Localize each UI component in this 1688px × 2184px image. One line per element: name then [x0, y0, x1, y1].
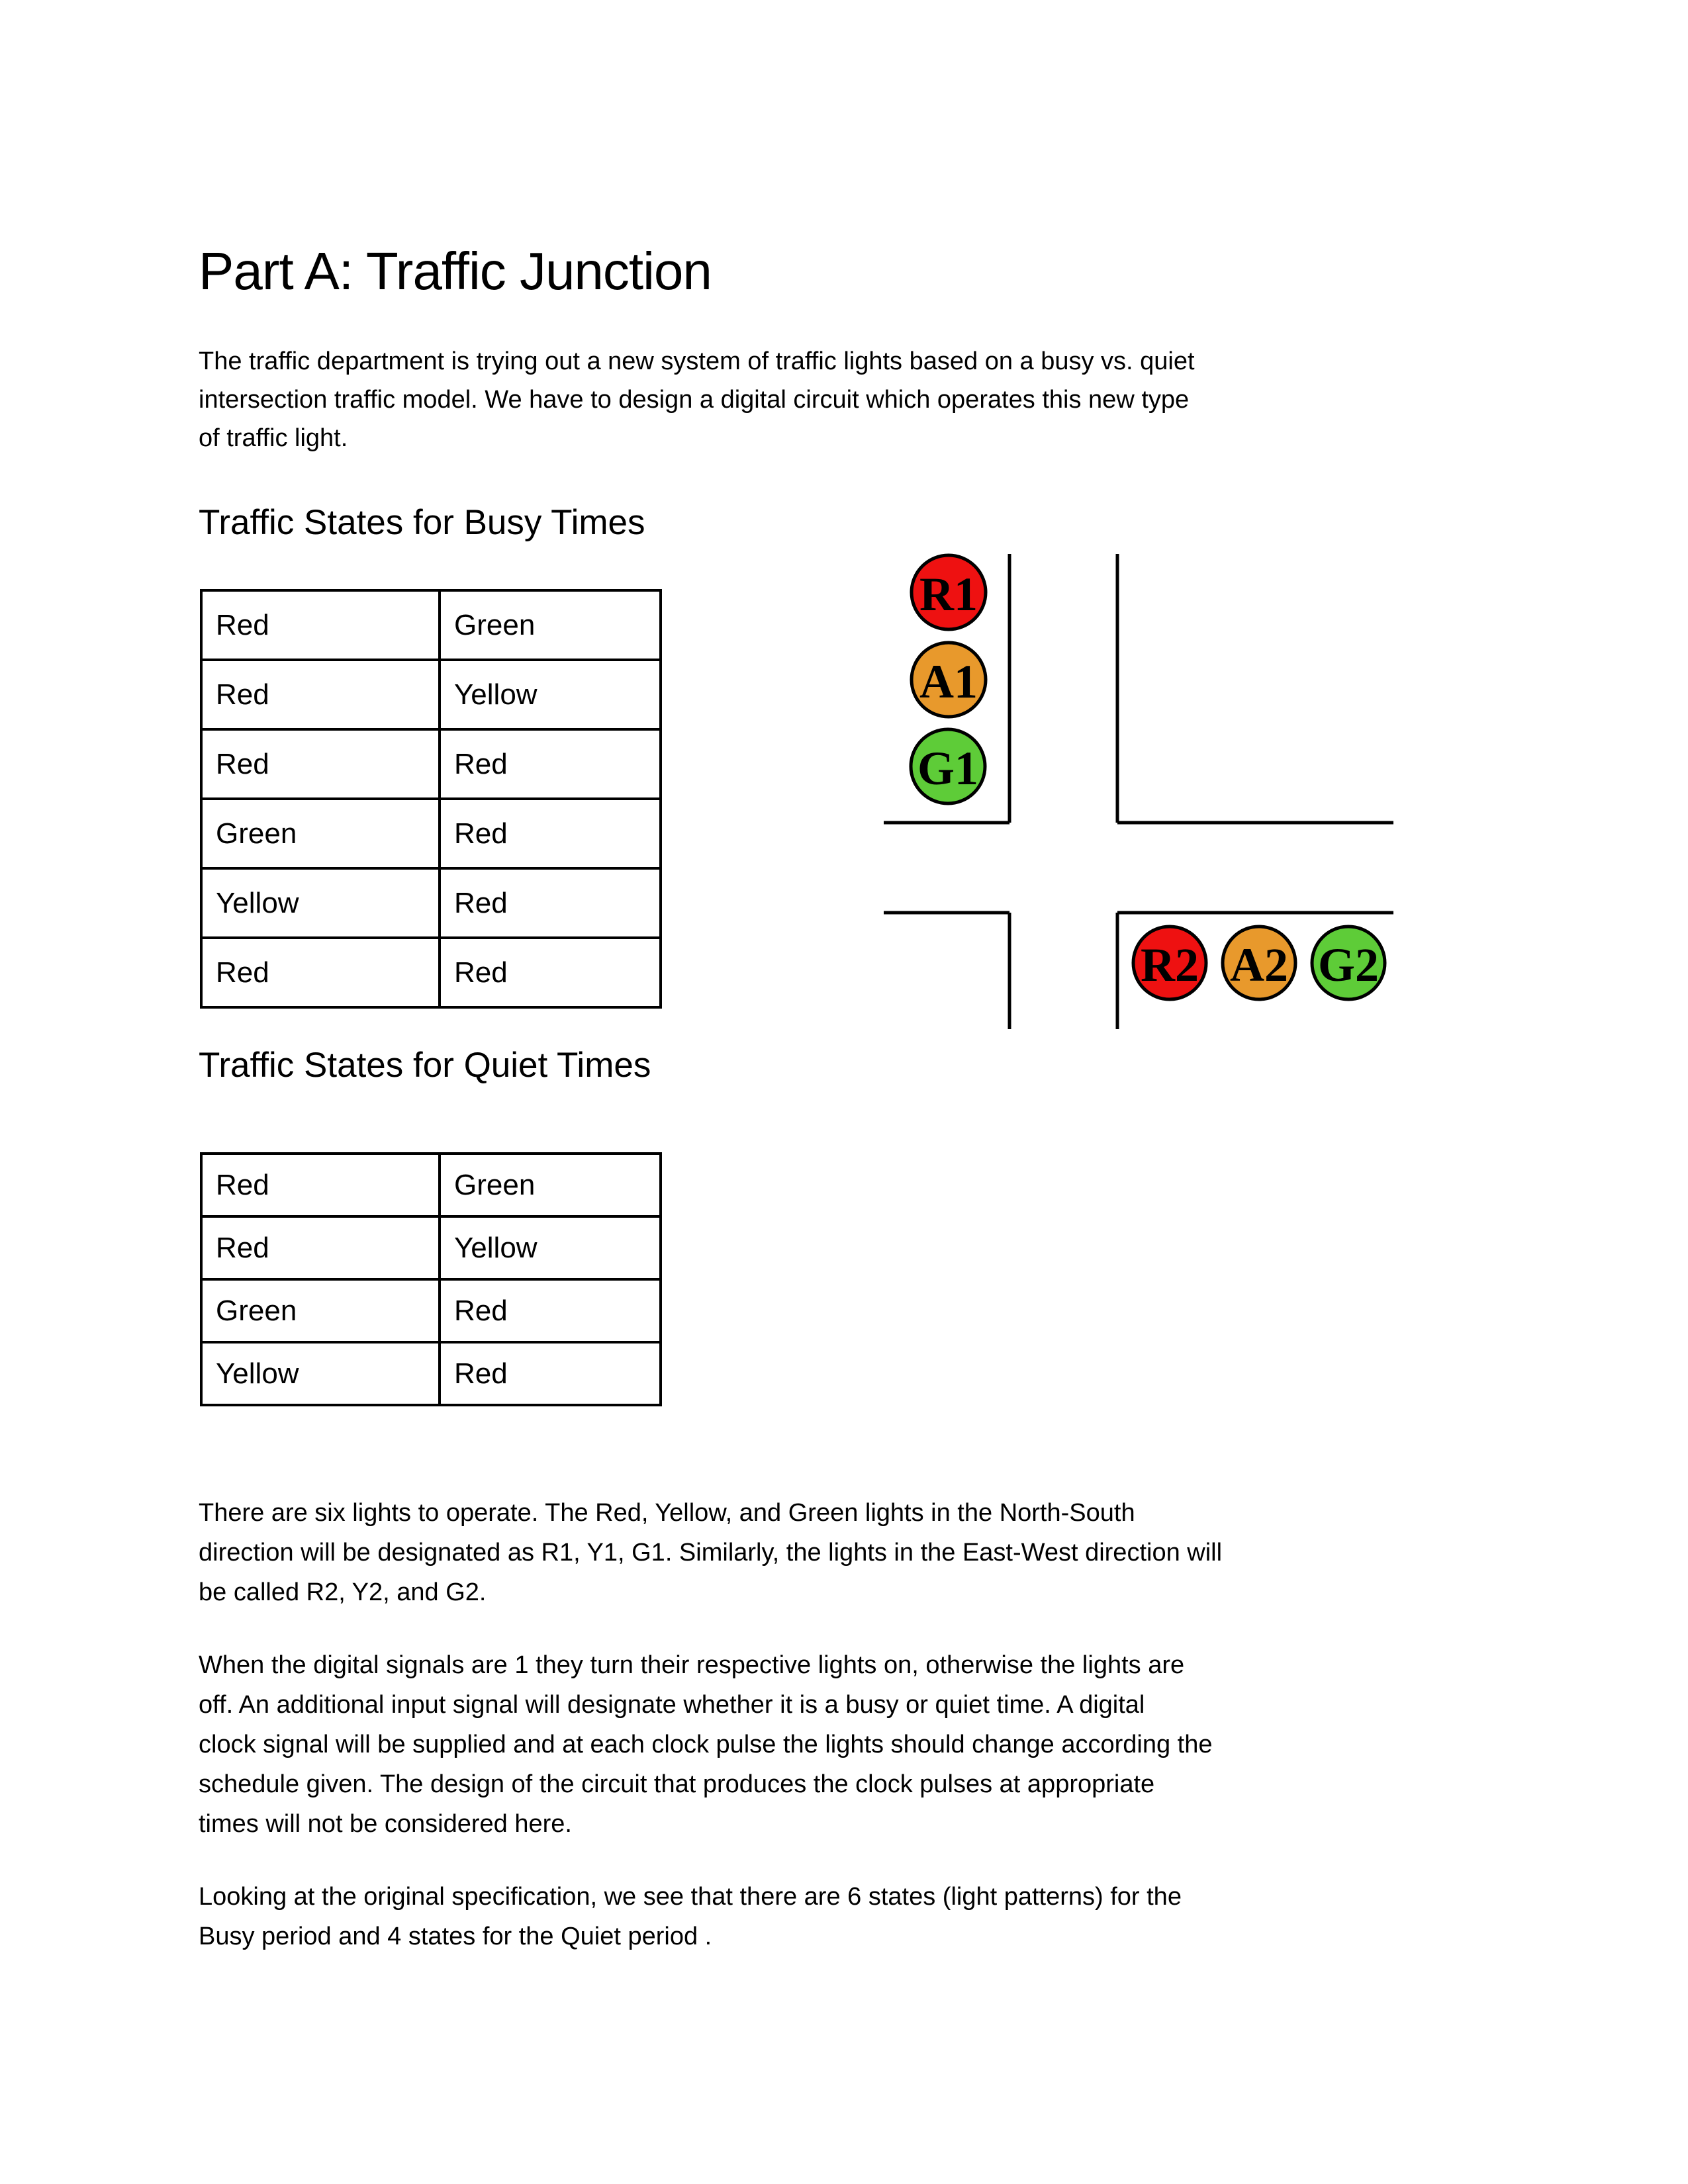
table-row	[201, 590, 661, 660]
text-line: off. An additional input signal will designate whether it is a busy or quiet time. A digital	[199, 1691, 1145, 1719]
table-cell-ew: Yellow	[440, 1216, 661, 1279]
busy-times-table	[200, 589, 662, 1009]
table-cell-ns: Red	[201, 660, 440, 729]
quiet-times-table	[200, 1152, 662, 1406]
table-cell-ew: Green	[440, 590, 661, 660]
table-cell-ew: Red	[440, 938, 661, 1007]
traffic-light-a1-label: A1	[919, 655, 978, 708]
table-row	[201, 660, 661, 729]
table-cell-ns: Green	[201, 799, 440, 868]
table-row	[201, 938, 661, 1007]
table-cell-ew: Green	[440, 1154, 661, 1216]
table-cell-ew: Red	[440, 1279, 661, 1342]
text-line: be called R2, Y2, and G2.	[199, 1578, 487, 1606]
table-cell-ew: Red	[440, 799, 661, 868]
quiet-times-heading: Traffic States for Quiet Times	[199, 1046, 651, 1085]
table-cell-ns: Red	[201, 1216, 440, 1279]
text-line: intersection traffic model. We have to design a digital circuit which operates this new type	[199, 386, 1190, 414]
table-row	[201, 799, 661, 868]
table-row	[201, 1154, 661, 1216]
table-cell-ew: Red	[440, 729, 661, 799]
text-line: The traffic department is trying out a new system of traffic lights based on a busy vs. quiet	[199, 347, 1195, 375]
junction-diagram	[861, 529, 1423, 1052]
table-cell-ns: Green	[201, 1279, 440, 1342]
traffic-light-a2-label: A2	[1230, 938, 1288, 991]
paragraph	[199, 1877, 1509, 1956]
table-cell-ns: Yellow	[201, 1342, 440, 1405]
body-paragraphs	[199, 1493, 1509, 1989]
table-cell-ns: Red	[201, 729, 440, 799]
table-row	[201, 1279, 661, 1342]
traffic-light-g2-label: G2	[1317, 938, 1380, 991]
table-cell-ew: Yellow	[440, 660, 661, 729]
traffic-light-r1-label: R1	[919, 568, 978, 621]
table-row	[201, 868, 661, 938]
text-line: schedule given. The design of the circuit that produces the clock pulses at appropriate	[199, 1770, 1155, 1798]
intro-paragraph	[199, 342, 1509, 457]
text-line: of traffic light.	[199, 424, 348, 452]
table-cell-ns: Red	[201, 1154, 440, 1216]
table-cell-ew: Red	[440, 1342, 661, 1405]
paragraph	[199, 1493, 1509, 1612]
table-cell-ns: Yellow	[201, 868, 440, 938]
table-cell-ns: Red	[201, 938, 440, 1007]
table-row	[201, 1342, 661, 1405]
text-line: clock signal will be supplied and at each clock pulse the lights should change according the	[199, 1731, 1213, 1758]
table-row	[201, 1216, 661, 1279]
traffic-light-g1-label: G1	[917, 742, 979, 795]
traffic-light-r2-label: R2	[1141, 938, 1199, 991]
text-line: There are six lights to operate. The Red, Yellow, and Green lights in the North-South	[199, 1499, 1135, 1527]
text-line: direction will be designated as R1, Y1, G1. Similarly, the lights in the East-West direction will	[199, 1539, 1223, 1567]
paragraph	[199, 1645, 1509, 1844]
text-line: When the digital signals are 1 they turn their respective lights on, otherwise the lights are	[199, 1651, 1185, 1679]
table-cell-ns: Red	[201, 590, 440, 660]
table-cell-ew: Red	[440, 868, 661, 938]
busy-times-heading: Traffic States for Busy Times	[199, 503, 645, 542]
text-line: Looking at the original specification, we see that there are 6 states (light patterns) for the	[199, 1883, 1182, 1911]
table-row	[201, 729, 661, 799]
text-line: times will not be considered here.	[199, 1810, 572, 1838]
page-title: Part A: Traffic Junction	[199, 242, 712, 300]
text-line: Busy period and 4 states for the Quiet period .	[199, 1923, 712, 1950]
